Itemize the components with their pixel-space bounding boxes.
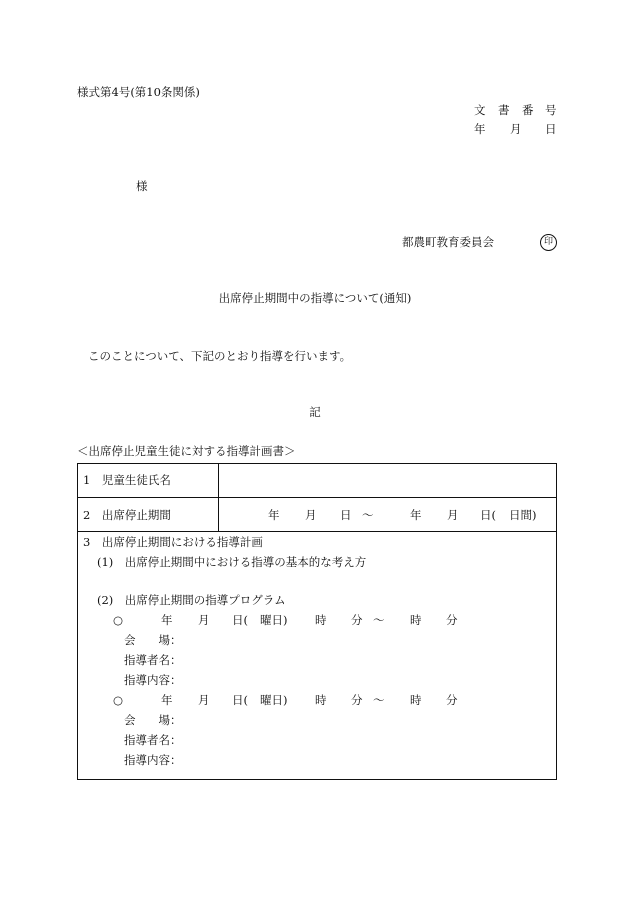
document-number-char: 書 — [498, 103, 510, 117]
period-days: 日間) — [509, 508, 537, 522]
session-weekday: 曜日) — [260, 693, 288, 707]
notice-title: 出席停止期間中の指導について(通知) — [218, 291, 412, 305]
period-start-month: 月 — [305, 508, 317, 522]
session-end-minute: 分 — [446, 613, 458, 627]
date-month-label: 月 — [510, 122, 522, 136]
sender-name: 都農町教育委員会 — [402, 235, 494, 249]
document-number-char: 号 — [545, 103, 557, 117]
session-end-hour: 時 — [410, 693, 422, 707]
document-number-char: 文 — [474, 103, 486, 117]
student-name-label: 1 児童生徒氏名 — [83, 473, 171, 487]
session-start-hour: 時 — [315, 693, 327, 707]
session-bullet: ○ — [113, 693, 124, 707]
session-start-minute: 分 — [351, 613, 363, 627]
session-year: 年 — [161, 613, 173, 627]
session-start-hour: 時 — [315, 613, 327, 627]
session-year: 年 — [161, 693, 173, 707]
session-end-hour: 時 — [410, 613, 422, 627]
table-divider — [77, 497, 556, 498]
session-weekday: 曜日) — [260, 613, 288, 627]
session-instructor-label: 指導者名： — [124, 653, 182, 667]
body-text: このことについて、下記のとおり指導を行います。 — [88, 349, 352, 363]
session-day: 日( — [232, 693, 248, 707]
session-tilde: ～ — [373, 693, 385, 707]
document-number-char: 番 — [522, 103, 534, 117]
period-end-year: 年 — [410, 508, 422, 522]
session-bullet: ○ — [113, 613, 124, 627]
period-tilde: ～ — [362, 508, 374, 522]
session-venue-label: 会 場： — [124, 633, 182, 647]
date-day-label: 日 — [545, 122, 557, 136]
basic-approach-item: (1) 出席停止期間中における指導の基本的な考え方 — [97, 555, 367, 569]
session-content-label: 指導内容： — [124, 753, 182, 767]
plan-heading: ＜出席停止児童生徒に対する指導計画書＞ — [77, 444, 296, 458]
session-month: 月 — [198, 613, 210, 627]
period-end-month: 月 — [447, 508, 459, 522]
period-end-day: 日( — [480, 508, 496, 522]
ki-marker: 記 — [309, 405, 321, 419]
date-year-label: 年 — [474, 122, 486, 136]
session-day: 日( — [232, 613, 248, 627]
period-start-day: 日 — [340, 508, 352, 522]
session-venue-label: 会 場： — [124, 713, 182, 727]
form-number: 様式第4号(第10条関係) — [77, 85, 200, 99]
table-column-divider — [218, 463, 219, 532]
session-end-minute: 分 — [446, 693, 458, 707]
session-content-label: 指導内容： — [124, 673, 182, 687]
session-start-minute: 分 — [351, 693, 363, 707]
program-item: (2) 出席停止期間の指導プログラム — [97, 593, 286, 607]
session-tilde: ～ — [373, 613, 385, 627]
session-month: 月 — [198, 693, 210, 707]
recipient-honorific: 様 — [136, 179, 148, 193]
guidance-plan-label: 3 出席停止期間における指導計画 — [83, 535, 263, 549]
session-instructor-label: 指導者名： — [124, 733, 182, 747]
suspension-period-label: 2 出席停止期間 — [83, 508, 171, 522]
table-divider — [77, 531, 556, 532]
seal-icon: 印 — [540, 234, 557, 251]
period-start-year: 年 — [268, 508, 280, 522]
